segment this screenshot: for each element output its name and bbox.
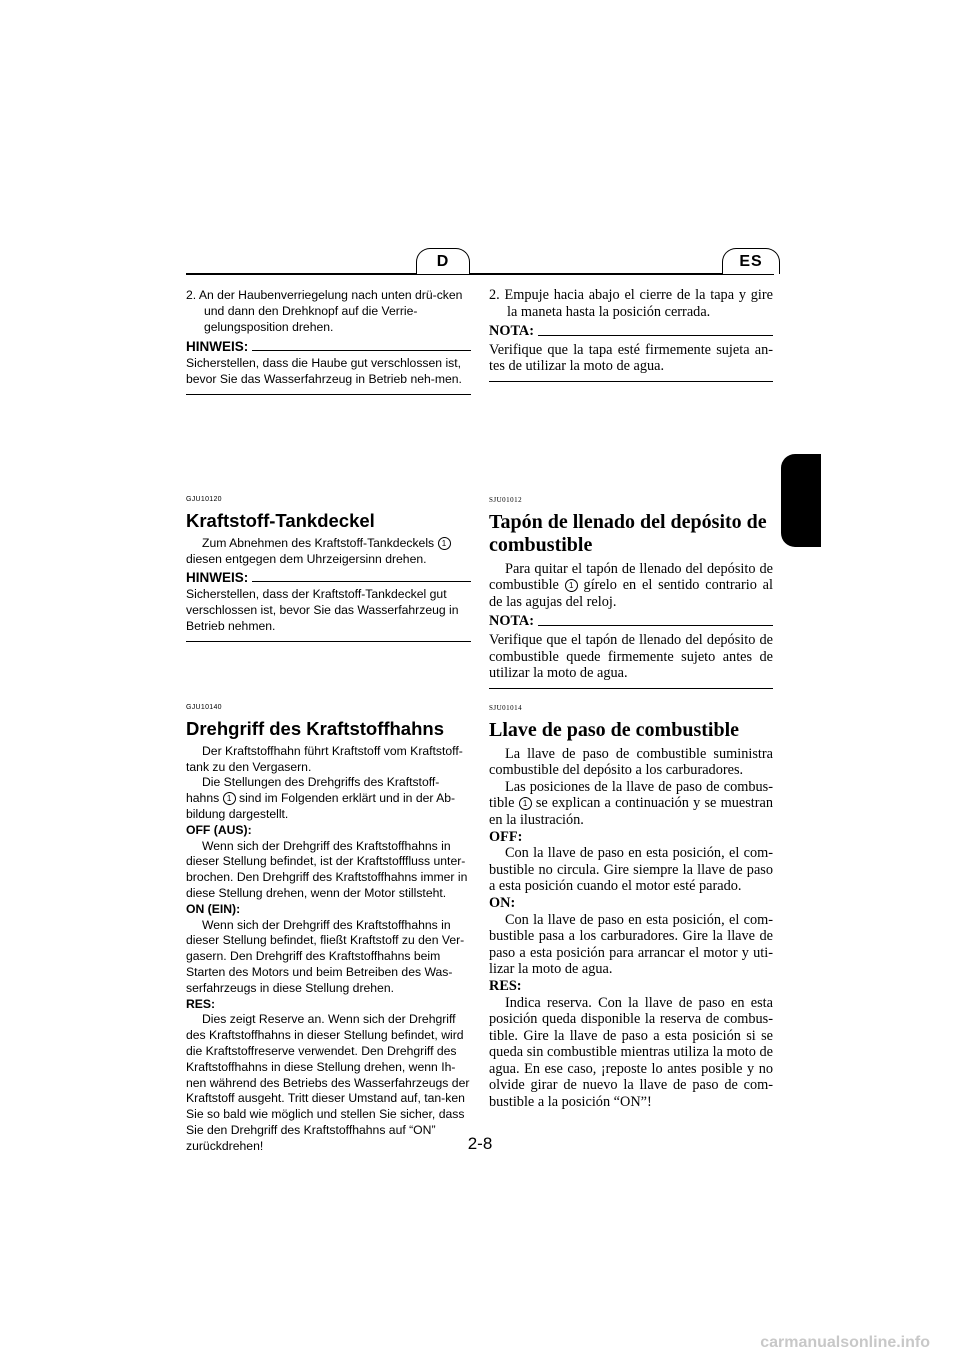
- es-note2-rule: [538, 625, 773, 626]
- es-section1-text-a: Para quitar el tapón de llenado del depósito de combustible: [489, 560, 773, 594]
- chapter-tab: [781, 454, 821, 547]
- callout-1-icon: 1: [223, 792, 236, 805]
- language-badge-german: D: [416, 248, 470, 274]
- de-section-fuel-cap: [186, 492, 471, 642]
- de-section2-p2-b: sind im Folgenden erklärt und in der Ab-bildung dargestellt.: [186, 791, 456, 821]
- es-section-fuel-cap: [489, 492, 773, 689]
- es-section2-p1: La llave de paso de combustible suministra combustible del depósito a los carburadores.: [489, 745, 773, 779]
- callout-1-icon: 1: [565, 579, 578, 592]
- es-section2-p2-b: se explican a continuación y se muestran en la ilustración.: [489, 795, 774, 828]
- es-top-section: [489, 287, 773, 382]
- es-note2-header: [489, 613, 773, 630]
- es-note2-end-rule: [489, 682, 773, 689]
- de-section2-p2-a: Die Stellungen des Drehgriffs des Kraftstoff-hahns: [186, 775, 440, 806]
- watermark: carmanualsonline.info: [760, 1334, 930, 1351]
- es-off-text: Con la llave de paso en esta posición, el com-bustible no circula. Gire siempre la llave de paso a esta posición cuando el motor esté parado.: [489, 845, 773, 895]
- es-res-text: Indica reserva. Con la llave de paso en esta posición queda disponible la reserva de combus-tible. Gire la llave de paso a esta posición si se queda sin combustible mientras utiliza la moto de agua. En ese caso, ¡reposte lo antes posible y no olvide girar de nuevo la llave de paso de com-bustible a la posición “ON”!: [489, 994, 773, 1111]
- de-off-text: Wenn sich der Drehgriff des Kraftstoffhahns in dieser Stellung befindet, ist der Kraftstofffluss unter-brochen. Den Drehgriff des Kraftstoffhahns immer in diese Stellung drehen, wenn der Motor stillsteht.: [186, 838, 468, 900]
- de-note1-end-rule: [186, 388, 471, 395]
- callout-1-icon: 1: [519, 797, 532, 810]
- de-top-section: [186, 288, 471, 395]
- de-off-label: OFF (AUS):: [186, 822, 252, 837]
- de-section1-text-b: diesen entgegen dem Uhrzeigersinn drehen.: [186, 551, 427, 566]
- de-section-fuel-valve: [186, 700, 471, 1155]
- es-note2-text: Verifique que el tapón de llenado del depósito de combustible quede firmemente sujeto antes de utilizar la moto de agua.: [489, 631, 773, 682]
- de-note2-label: HINWEIS:: [186, 570, 249, 586]
- es-note1-text: Verifique que la tapa esté firmemente sujeta an-tes de utilizar la moto de agua.: [489, 341, 773, 375]
- es-section2-p2-a: Las posiciones de la llave de paso de combus-tible: [489, 778, 773, 812]
- de-on-text: Wenn sich der Drehgriff des Kraftstoffhahns in dieser Stellung befindet, fließt Kraftstoff zu den Ver-gasern. Den Drehgriff des Kraftstoffhahns beim Starten des Motors und beim Betreiben des Was-serfahrzeugs in diese Stellung drehen.: [186, 917, 465, 995]
- de-section2-p1: Der Kraftstoffhahn führt Kraftstoff vom Kraftstoff-tank zu den Vergasern.: [186, 743, 463, 774]
- de-section1-text-a: Zum Abnehmen des Kraftstoff-Tankdeckels: [202, 535, 435, 550]
- es-off-label: OFF:: [489, 828, 523, 845]
- es-note1-header: [489, 323, 773, 340]
- es-note1-rule: [538, 335, 773, 336]
- es-section-fuel-valve: [489, 700, 773, 1111]
- de-section1-code: GJU10120: [186, 496, 222, 503]
- de-res-text: Dies zeigt Reserve an. Wenn sich der Drehgriff des Kraftstoffhahns in dieser Stellung befindet, wird die Kraftstoffreserve verwendet. Den Drehgriff des Kraftstoffhahns in diese Stellung drehen, wenn Ih-nen während des Betriebs des Wasserfahrzeugs der Kraftstoff ausgeht. Tritt dieser Umstand auf, tan-ken Sie so bald wie möglich und stellen Sie sicher, dass Sie den Drehgriff des Kraftstoffhahns auf “ON” zurückdrehen!: [186, 1012, 470, 1153]
- es-note1-label: NOTA:: [489, 323, 535, 340]
- es-section2-code: SJU01014: [489, 704, 523, 712]
- es-step-2: 2. Empuje hacia abajo el cierre de la tapa y gire la maneta hasta la posición cerrada.: [489, 287, 773, 320]
- es-section1-text-b: gírelo en el sentido contrario al de las agujas del reloj.: [489, 577, 774, 610]
- de-note2-header: [186, 570, 471, 586]
- de-res-label: RES:: [186, 996, 216, 1011]
- es-on-label: ON:: [489, 894, 516, 911]
- de-step-2: 2. An der Haubenverriegelung nach unten drü-cken und dann den Drehknopf auf die Verrie-gelungsposition drehen.: [186, 288, 463, 334]
- es-note2-label: NOTA:: [489, 613, 535, 630]
- callout-1-icon: 1: [438, 537, 451, 550]
- de-note1-header: [186, 339, 471, 355]
- de-note2-end-rule: [186, 635, 471, 642]
- de-note1-label: HINWEIS:: [186, 339, 249, 355]
- de-section2-title: Drehgriff des Kraftstoffhahns: [186, 717, 444, 739]
- language-badge-spanish: ES: [722, 248, 780, 274]
- es-section1-title: Tapón de llenado del depósito de combustible: [489, 510, 767, 556]
- es-res-label: RES:: [489, 977, 522, 994]
- es-note1-end-rule: [489, 375, 773, 382]
- es-section2-title: Llave de paso de combustible: [489, 718, 740, 741]
- de-note2-rule: [252, 581, 471, 582]
- de-note1-text: Sicherstellen, dass die Haube gut verschlossen ist, bevor Sie das Wasserfahrzeug in Betrieb neh-men.: [186, 356, 462, 386]
- de-note1-rule: [252, 350, 471, 351]
- de-on-label: ON (EIN):: [186, 901, 241, 916]
- page-number: 2-8: [467, 1134, 493, 1153]
- de-section2-code: GJU10140: [186, 704, 222, 711]
- de-note2-text: Sicherstellen, dass der Kraftstoff-Tankdeckel gut verschlossen ist, bevor Sie das Wasserfahrzeug in Betrieb nehmen.: [186, 587, 459, 633]
- es-section1-code: SJU01012: [489, 496, 523, 504]
- header-rule: [186, 273, 774, 275]
- de-section1-title: Kraftstoff-Tankdeckel: [186, 509, 375, 531]
- es-on-text: Con la llave de paso en esta posición, el com-bustible pasa a los carburadores. Gire la llave de paso a esta posición para arrancar el motor y uti-lizar la moto de agua.: [489, 911, 773, 978]
